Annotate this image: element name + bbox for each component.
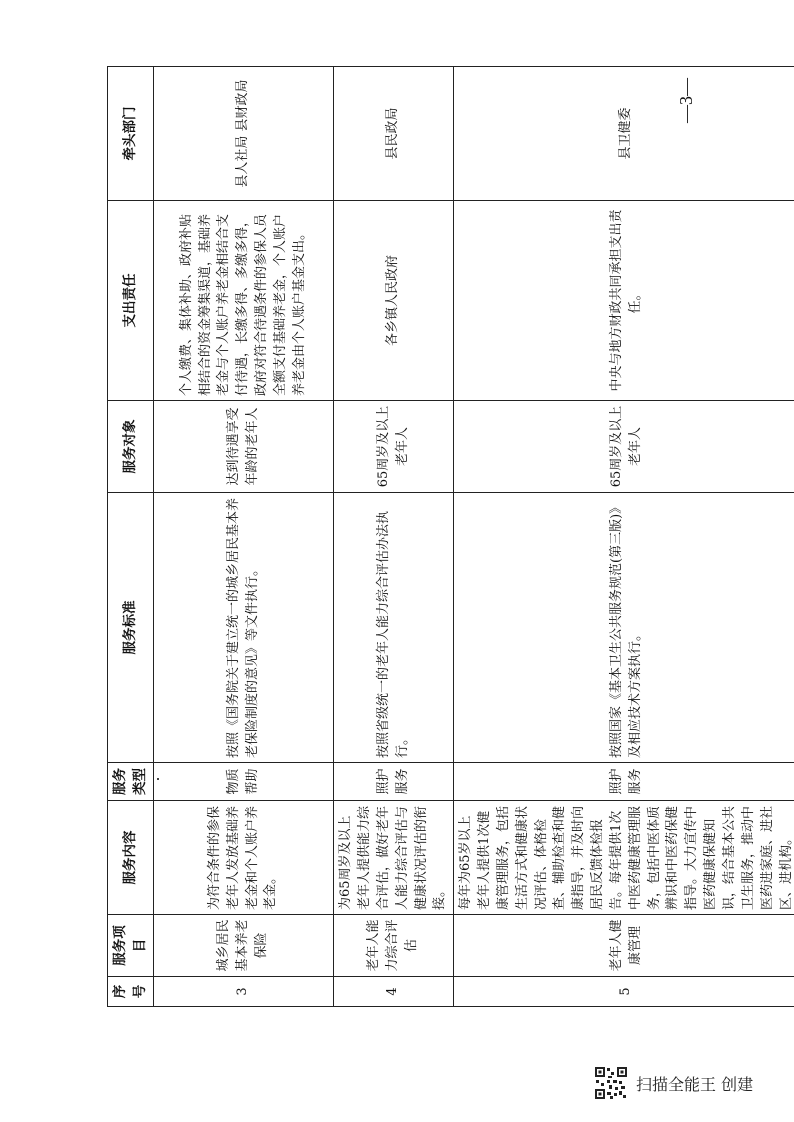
cell-target: 达到待遇享受年龄的老年人 — [154, 401, 334, 493]
cell-content: 为符合条件的参保老年人发放基础养老金和个人账户养老金。 — [154, 801, 334, 915]
qr-code-icon — [594, 1066, 628, 1100]
cell-content: 为65周岁及以上老年人提供能力综合评估，做好老年人能力综合评估与健康状况评估的衔接。 — [334, 801, 454, 915]
rotated-table-container — [107, 67, 794, 1007]
header-department: 牵头部门 — [108, 67, 154, 201]
cell-content: 每年为65岁以上老年人提供1次健康管理服务，包括生活方式和健康状况评估、体格检查、辅助检查和健康指导，并及时向居民反馈体检报告。每年提供1次中医药健康管理服务，包括中医体质辨识和中医药保健指导。大力宣传中医药健康保健知识，结合基本公共卫生服务，推动中医药进家庭、进社区、进机构。 — [454, 801, 794, 915]
header-content: 服务内容 — [108, 801, 154, 915]
table-header-row — [108, 67, 154, 1007]
scan-speck — [157, 778, 159, 780]
table-row — [154, 67, 334, 1007]
watermark-text: 扫描全能王 创建 — [636, 1074, 754, 1094]
header-no: 序号 — [108, 977, 154, 1007]
services-table — [107, 66, 794, 1007]
cell-no: 5 — [454, 977, 794, 1007]
cell-no: 3 — [154, 977, 334, 1007]
cell-no: 4 — [334, 977, 454, 1007]
cell-target: 65周岁及以上老年人 — [334, 401, 454, 493]
header-type: 服务类型 — [108, 763, 154, 801]
cell-standard: 按照国家《基本卫生公共服务规范(第三版)》及相应技术方案执行。 — [454, 493, 794, 763]
header-item: 服务项目 — [108, 915, 154, 977]
cell-target: 65周岁及以上老年人 — [454, 401, 794, 493]
cell-department: 县民政局 — [334, 67, 454, 201]
header-responsibility: 支出责任 — [108, 201, 154, 401]
table-row — [334, 67, 454, 1007]
cell-responsibility: 个人缴费、集体补助、政府补贴相结合的资金筹集渠道，基础养老金与个人账户养老金相结合支付待遇，长缴多得、多缴多得，政府对符合待遇条件的参保人员全额支付基础养老金，个人账户养老金由个人账户基金支出。 — [154, 201, 334, 401]
cell-item: 城乡居民基本养老保险 — [154, 915, 334, 977]
scanner-watermark — [594, 1066, 753, 1100]
page-number: —3— — [676, 78, 696, 123]
cell-department: 县人社局 县财政局 — [154, 67, 334, 201]
cell-type: 照护服务 — [334, 763, 454, 801]
cell-responsibility: 各乡镇人民政府 — [334, 201, 454, 401]
cell-responsibility: 中央与地方财政共同承担支出责任。 — [454, 201, 794, 401]
cell-type: 照护服务 — [454, 763, 794, 801]
cell-department: 县卫健委 — [454, 67, 794, 201]
table-row — [454, 67, 794, 1007]
cell-standard: 按照《国务院关于建立统一的城乡居民基本养老保险制度的意见》等文件执行。 — [154, 493, 334, 763]
cell-standard: 按照省级统一的老年人能力综合评估办法执行。 — [334, 493, 454, 763]
cell-type: 物质帮助 — [154, 763, 334, 801]
header-standard: 服务标准 — [108, 493, 154, 763]
cell-item: 老年人健康管理 — [454, 915, 794, 977]
cell-item: 老年人能力综合评估 — [334, 915, 454, 977]
header-target: 服务对象 — [108, 401, 154, 493]
